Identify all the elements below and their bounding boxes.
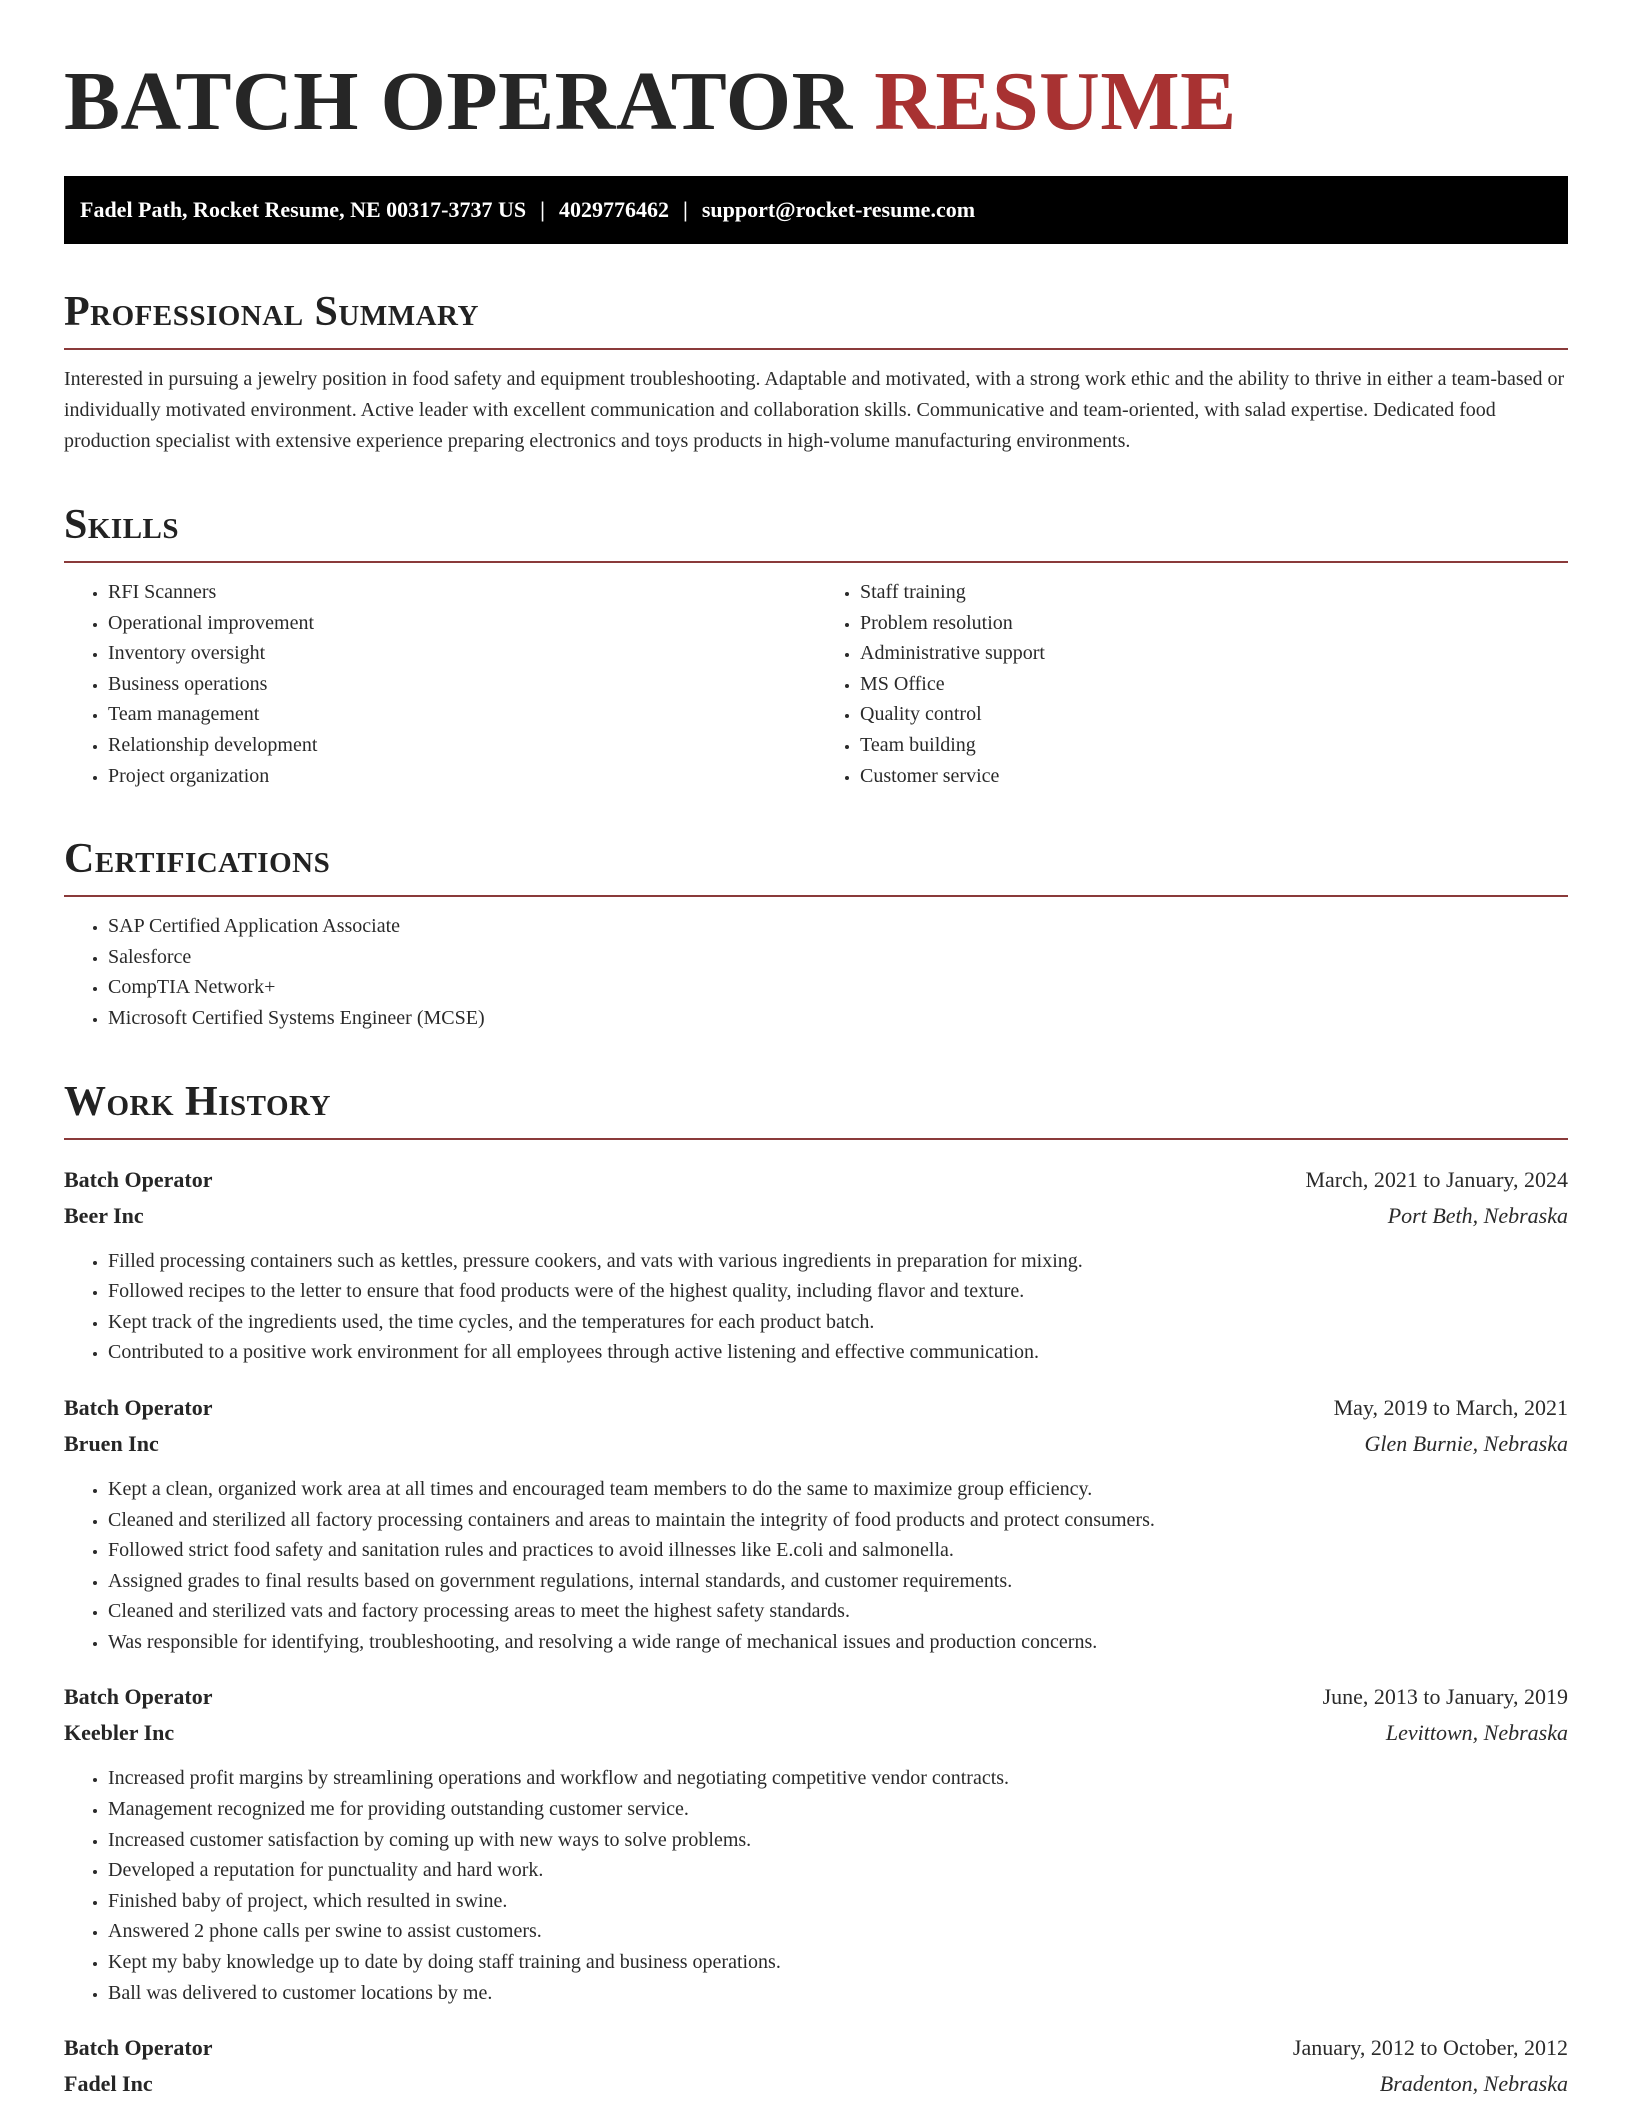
skills-list-left <box>64 577 816 791</box>
work-history-list <box>64 1162 1568 2103</box>
skill-item: • Administrative support <box>860 638 1568 669</box>
certifications-heading: Certifications <box>64 835 1568 897</box>
job-bullet: • Management recognized me for providing outstanding customer service. <box>108 1794 1568 1825</box>
job-bullet: • Cleaned and sterilized vats and factory processing areas to meet the highest safety standards. <box>108 1596 1568 1627</box>
work-history-heading: Work History <box>64 1078 1568 1140</box>
job-row-bottom <box>64 2066 1568 2102</box>
job-location: Bradenton, Nebraska <box>1379 2071 1568 2097</box>
skill-item: • Team management <box>108 699 816 730</box>
job-entry <box>64 1390 1568 1658</box>
certification-item: • Salesforce <box>108 942 1568 973</box>
job-bullet: • Contributed to a positive work environment for all employees through active listening and effective communication. <box>108 1337 1568 1368</box>
title-accent: RESUME <box>874 55 1237 148</box>
skill-item: • Staff training <box>860 577 1568 608</box>
job-bullet: • Assigned grades to final results based on government regulations, internal standards, and customer requirements. <box>108 1566 1568 1597</box>
contact-separator: | <box>682 197 688 222</box>
certifications-list <box>64 911 1568 1033</box>
skill-item: • Problem resolution <box>860 608 1568 639</box>
skill-item: • Relationship development <box>108 730 816 761</box>
job-bullet: • Increased profit margins by streamlining operations and workflow and negotiating competitive vendor contracts. <box>108 1763 1568 1794</box>
job-bullet: • Kept a clean, organized work area at all times and encouraged team members to do the same to maximize group efficiency. <box>108 1474 1568 1505</box>
job-dates: March, 2021 to January, 2024 <box>1305 1166 1568 1192</box>
title-main: BATCH OPERATOR <box>64 55 853 148</box>
skills-grid <box>64 563 1568 791</box>
skills-list-right <box>816 577 1568 791</box>
job-row-top <box>64 2030 1568 2066</box>
job-bullet: • Cleaned and sterilized all factory processing containers and areas to maintain the integrity of food products and protect consumers. <box>108 1505 1568 1536</box>
job-company: Fadel Inc <box>64 2071 153 2097</box>
job-bullet: • Filled processing containers such as kettles, pressure cookers, and vats with various ingredients in preparation for mixing. <box>108 1246 1568 1277</box>
job-title: Batch Operator <box>64 1394 213 1420</box>
job-bullet: • Finished baby of project, which resulted in swine. <box>108 1886 1568 1917</box>
summary-text: Interested in pursuing a jewelry position in food safety and equipment troubleshooting. Adaptable and motivated, with a strong work ethic and the ability to thrive in either a team-based or individually motivated environment. Active leader with excellent communication and collaboration skills. Communicative and team-oriented, with salad expertise. Dedicated food production specialist with extensive experience preparing electronics and toys products in high-volume manufacturing environments. <box>64 368 1565 452</box>
job-bullet: • Developed a reputation for punctuality and hard work. <box>108 1855 1568 1886</box>
resume-title <box>64 0 1568 176</box>
contact-separator: | <box>540 197 545 222</box>
job-title: Batch Operator <box>64 1166 213 1192</box>
job-company: Beer Inc <box>64 1202 144 1228</box>
job-entry <box>64 1679 1568 2008</box>
job-location: Glen Burnie, Nebraska <box>1364 1430 1568 1456</box>
job-bullet: • Followed strict food safety and sanitation rules and practices to avoid illnesses like E.coli and salmonella. <box>108 1535 1568 1566</box>
certification-item: • SAP Certified Application Associate <box>108 911 1568 942</box>
job-dates: January, 2012 to October, 2012 <box>1292 2035 1568 2061</box>
job-title: Batch Operator <box>64 1684 213 1710</box>
skill-item: • RFI Scanners <box>108 577 816 608</box>
summary-heading: Professional Summary <box>64 288 1568 350</box>
skill-item: • Team building <box>860 730 1568 761</box>
job-bullet: • Kept my baby knowledge up to date by doing staff training and business operations. <box>108 1947 1568 1978</box>
job-company: Bruen Inc <box>64 1430 159 1456</box>
skill-item: • Customer service <box>860 761 1568 792</box>
job-dates: May, 2019 to March, 2021 <box>1333 1394 1568 1420</box>
skill-item: • Project organization <box>108 761 816 792</box>
skills-heading: Skills <box>64 501 1568 563</box>
contact-phone: 4029776462 <box>558 197 669 222</box>
skill-item: • Operational improvement <box>108 608 816 639</box>
job-row-top <box>64 1162 1568 1198</box>
job-bullet: • Ball was delivered to customer locations by me. <box>108 1978 1568 2009</box>
job-row-top <box>64 1679 1568 1715</box>
contact-bar <box>64 176 1568 244</box>
job-location: Port Beth, Nebraska <box>1387 1202 1568 1228</box>
job-company: Keebler Inc <box>64 1720 175 1746</box>
skill-item: • Quality control <box>860 699 1568 730</box>
job-title: Batch Operator <box>64 2035 213 2061</box>
job-row-bottom <box>64 1426 1568 1462</box>
job-entry <box>64 2030 1568 2102</box>
job-bullet: • Answered 2 phone calls per swine to assist customers. <box>108 1916 1568 1947</box>
job-bullet: • Increased customer satisfaction by coming up with new ways to solve problems. <box>108 1825 1568 1856</box>
job-location: Levittown, Nebraska <box>1385 1720 1568 1746</box>
job-row-bottom <box>64 1198 1568 1234</box>
job-bullets <box>64 1763 1568 2008</box>
job-bullet: • Kept track of the ingredients used, the time cycles, and the temperatures for each product batch. <box>108 1307 1568 1338</box>
job-bullet: • Was responsible for identifying, troubleshooting, and resolving a wide range of mechanical issues and production concerns. <box>108 1627 1568 1658</box>
certification-item: • Microsoft Certified Systems Engineer (MCSE) <box>108 1003 1568 1034</box>
job-bullet: • Followed recipes to the letter to ensure that food products were of the highest quality, including flavor and texture. <box>108 1276 1568 1307</box>
job-dates: June, 2013 to January, 2019 <box>1322 1684 1568 1710</box>
skill-item: • Business operations <box>108 669 816 700</box>
job-bullets <box>64 1246 1568 1368</box>
contact-address: Fadel Path, Rocket Resume, NE 00317-3737 US <box>80 197 527 222</box>
skill-item: • Inventory oversight <box>108 638 816 669</box>
job-row-top <box>64 1390 1568 1426</box>
job-bullets <box>64 1474 1568 1658</box>
job-entry <box>64 1162 1568 1368</box>
contact-email: support@rocket-resume.com <box>701 197 976 222</box>
job-row-bottom <box>64 1715 1568 1751</box>
certification-item: • CompTIA Network+ <box>108 972 1568 1003</box>
skill-item: • MS Office <box>860 669 1568 700</box>
